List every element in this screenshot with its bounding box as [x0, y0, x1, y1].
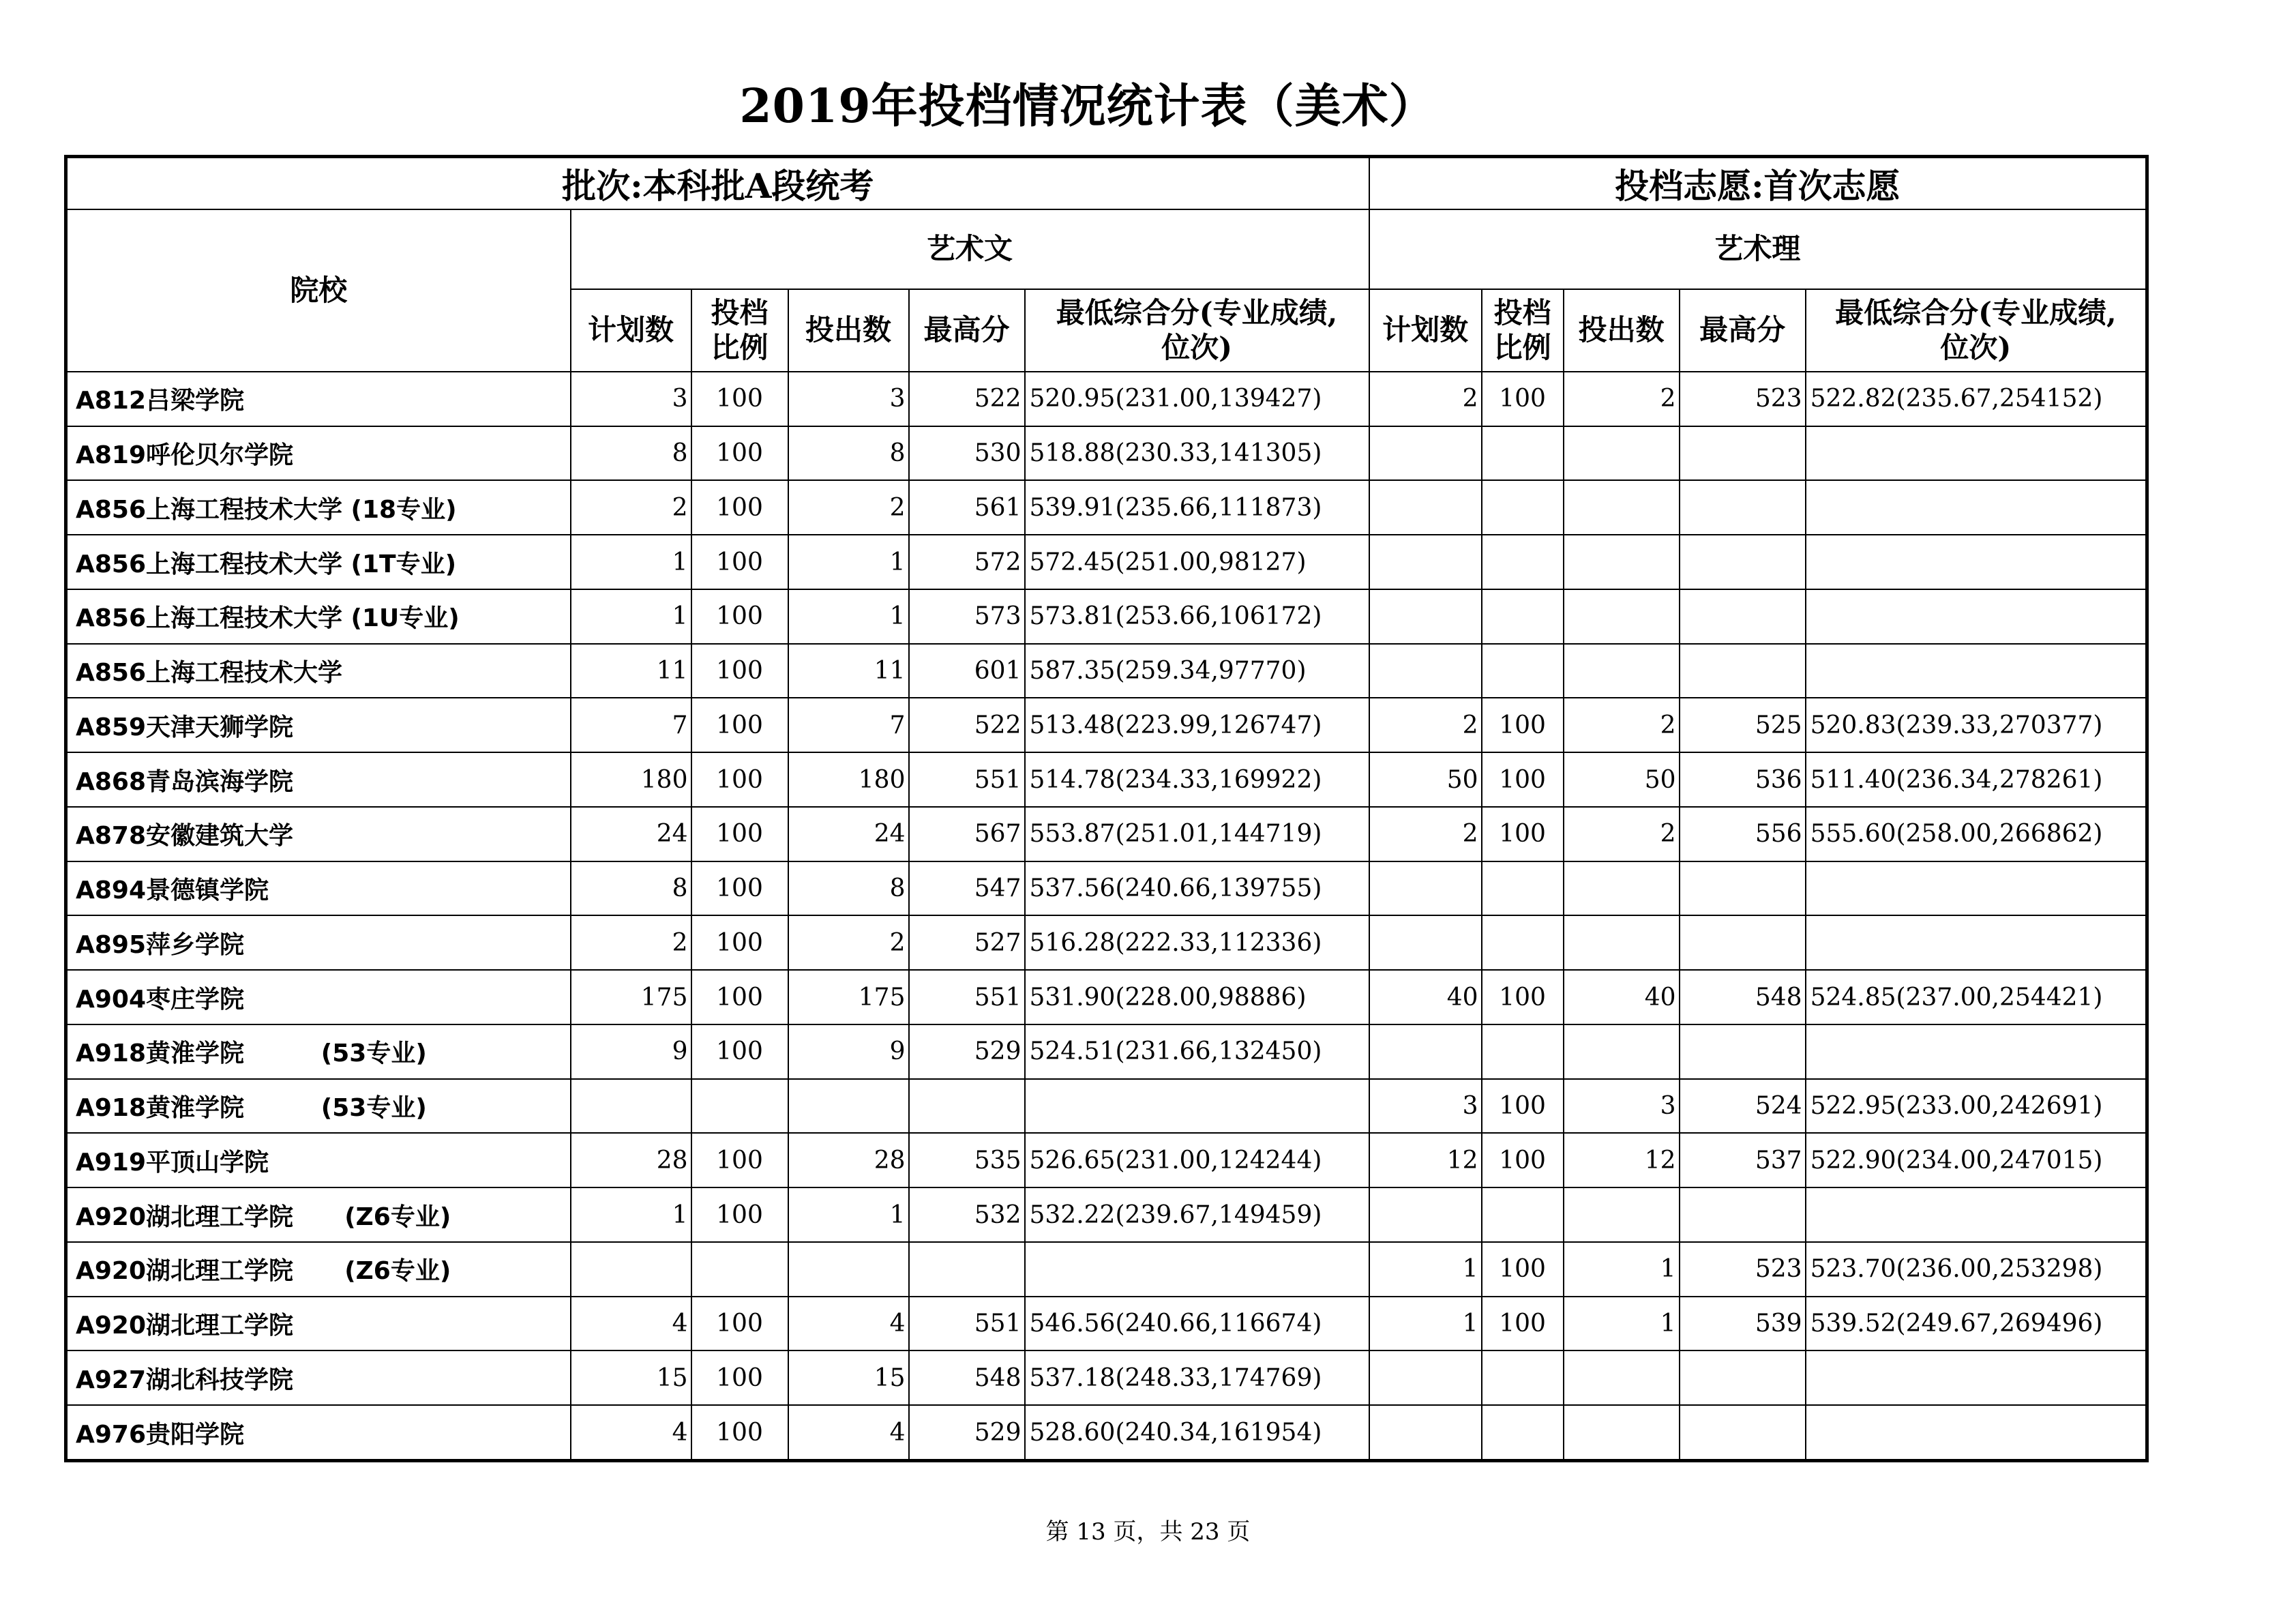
w-max-cell: 530 — [909, 426, 1025, 481]
w-min-cell: 532.22(239.67,149459) — [1025, 1187, 1369, 1242]
w-min-cell: 546.56(240.66,116674) — [1025, 1297, 1369, 1351]
w-min-cell: 573.81(253.66,106172) — [1025, 589, 1369, 644]
w-out-cell: 175 — [788, 970, 909, 1024]
school-name-cell: A920湖北理工学院 (Z6专业) — [66, 1242, 571, 1297]
w-ratio-cell: 100 — [691, 1024, 788, 1079]
l-plan-cell: 2 — [1369, 698, 1482, 752]
l-min-cell — [1806, 1187, 2147, 1242]
l-out-cell — [1564, 535, 1680, 589]
l-ratio-cell: 100 — [1482, 1079, 1564, 1134]
school-name-cell: A894景德镇学院 — [66, 861, 571, 916]
table-row — [66, 698, 2147, 752]
l-max-cell: 536 — [1680, 752, 1806, 807]
l-out-cell: 50 — [1564, 752, 1680, 807]
l-out-cell — [1564, 426, 1680, 481]
w-ratio-cell: 100 — [691, 970, 788, 1024]
w-ratio-cell: 100 — [691, 589, 788, 644]
l-ratio-cell — [1482, 1405, 1564, 1460]
school-header: 院校 — [66, 209, 571, 372]
wen-out-count-header: 投出数 — [788, 289, 909, 372]
w-ratio-cell: 100 — [691, 915, 788, 970]
w-min-cell: 528.60(240.34,161954) — [1025, 1405, 1369, 1460]
w-max-cell: 601 — [909, 644, 1025, 698]
l-max-cell — [1680, 535, 1806, 589]
table-row — [66, 644, 2147, 698]
w-out-cell: 1 — [788, 535, 909, 589]
page-title: 2019年投档情况统计表（美术） — [739, 79, 1436, 134]
w-plan-cell: 15 — [571, 1350, 691, 1405]
table-row — [66, 861, 2147, 916]
w-ratio-cell — [691, 1242, 788, 1297]
l-ratio-cell — [1482, 861, 1564, 916]
l-plan-cell: 1 — [1369, 1242, 1482, 1297]
w-min-cell: 513.48(223.99,126747) — [1025, 698, 1369, 752]
l-ratio-cell: 100 — [1482, 970, 1564, 1024]
l-plan-cell — [1369, 644, 1482, 698]
l-max-cell: 525 — [1680, 698, 1806, 752]
l-ratio-cell: 100 — [1482, 752, 1564, 807]
l-ratio-cell — [1482, 1024, 1564, 1079]
w-min-cell: 531.90(228.00,98886) — [1025, 970, 1369, 1024]
l-max-cell: 539 — [1680, 1297, 1806, 1351]
school-name-cell: A878安徽建筑大学 — [66, 807, 571, 861]
l-ratio-cell — [1482, 1350, 1564, 1405]
l-plan-cell: 50 — [1369, 752, 1482, 807]
w-min-cell: 524.51(231.66,132450) — [1025, 1024, 1369, 1079]
w-min-cell — [1025, 1079, 1369, 1134]
li-min-score-header: 最低综合分(专业成绩, 位次) — [1806, 289, 2147, 372]
w-max-cell: 522 — [909, 372, 1025, 426]
school-name-cell: A976贵阳学院 — [66, 1405, 571, 1460]
l-min-cell — [1806, 644, 2147, 698]
w-min-cell: 518.88(230.33,141305) — [1025, 426, 1369, 481]
l-out-cell — [1564, 1187, 1680, 1242]
school-name-cell: A856上海工程技术大学 (1U专业) — [66, 589, 571, 644]
school-name-cell: A812吕梁学院 — [66, 372, 571, 426]
l-ratio-cell — [1482, 644, 1564, 698]
w-ratio-cell: 100 — [691, 752, 788, 807]
l-min-cell — [1806, 535, 2147, 589]
l-min-cell — [1806, 1350, 2147, 1405]
w-plan-cell: 9 — [571, 1024, 691, 1079]
w-out-cell: 24 — [788, 807, 909, 861]
w-max-cell: 532 — [909, 1187, 1025, 1242]
w-out-cell: 4 — [788, 1405, 909, 1460]
l-max-cell — [1680, 915, 1806, 970]
l-max-cell — [1680, 644, 1806, 698]
table-row — [66, 1024, 2147, 1079]
table-row — [66, 1297, 2147, 1351]
l-max-cell: 523 — [1680, 1242, 1806, 1297]
w-plan-cell: 2 — [571, 480, 691, 535]
l-max-cell — [1680, 861, 1806, 916]
table-row — [66, 752, 2147, 807]
w-min-cell: 537.18(248.33,174769) — [1025, 1350, 1369, 1405]
w-plan-cell: 7 — [571, 698, 691, 752]
table-row — [66, 1133, 2147, 1187]
w-plan-cell: 4 — [571, 1297, 691, 1351]
l-max-cell — [1680, 589, 1806, 644]
l-plan-cell: 40 — [1369, 970, 1482, 1024]
w-max-cell: 529 — [909, 1405, 1025, 1460]
w-ratio-cell: 100 — [691, 480, 788, 535]
l-out-cell — [1564, 1405, 1680, 1460]
l-max-cell: 556 — [1680, 807, 1806, 861]
w-ratio-cell: 100 — [691, 807, 788, 861]
w-plan-cell: 8 — [571, 861, 691, 916]
l-out-cell — [1564, 1024, 1680, 1079]
w-ratio-cell: 100 — [691, 426, 788, 481]
w-max-cell: 572 — [909, 535, 1025, 589]
table-row — [66, 426, 2147, 481]
w-out-cell: 1 — [788, 589, 909, 644]
l-plan-cell: 1 — [1369, 1297, 1482, 1351]
school-name-cell: A895萍乡学院 — [66, 915, 571, 970]
l-min-cell — [1806, 915, 2147, 970]
w-out-cell: 8 — [788, 426, 909, 481]
w-plan-cell — [571, 1079, 691, 1134]
l-max-cell — [1680, 1024, 1806, 1079]
w-min-cell: 553.87(251.01,144719) — [1025, 807, 1369, 861]
w-max-cell: 567 — [909, 807, 1025, 861]
w-ratio-cell: 100 — [691, 1350, 788, 1405]
l-max-cell — [1680, 1350, 1806, 1405]
l-min-cell: 539.52(249.67,269496) — [1806, 1297, 2147, 1351]
w-ratio-cell: 100 — [691, 861, 788, 916]
school-name-cell: A920湖北理工学院 — [66, 1297, 571, 1351]
w-out-cell: 2 — [788, 480, 909, 535]
w-plan-cell: 1 — [571, 589, 691, 644]
w-out-cell: 28 — [788, 1133, 909, 1187]
table-row — [66, 1405, 2147, 1460]
l-out-cell: 12 — [1564, 1133, 1680, 1187]
l-min-cell — [1806, 426, 2147, 481]
l-min-cell — [1806, 1024, 2147, 1079]
l-plan-cell — [1369, 915, 1482, 970]
w-plan-cell: 180 — [571, 752, 691, 807]
l-plan-cell — [1369, 535, 1482, 589]
w-out-cell: 1 — [788, 1187, 909, 1242]
l-out-cell: 40 — [1564, 970, 1680, 1024]
school-name-cell: A819呼伦贝尔学院 — [66, 426, 571, 481]
school-name-cell: A919平顶山学院 — [66, 1133, 571, 1187]
wen-ratio-header: 投档 比例 — [691, 289, 788, 372]
w-max-cell: 548 — [909, 1350, 1025, 1405]
l-ratio-cell: 100 — [1482, 1133, 1564, 1187]
l-max-cell: 548 — [1680, 970, 1806, 1024]
l-out-cell — [1564, 1350, 1680, 1405]
l-ratio-cell — [1482, 589, 1564, 644]
w-max-cell: 551 — [909, 1297, 1025, 1351]
w-max-cell: 551 — [909, 970, 1025, 1024]
w-min-cell: 537.56(240.66,139755) — [1025, 861, 1369, 916]
l-plan-cell — [1369, 480, 1482, 535]
w-plan-cell: 11 — [571, 644, 691, 698]
w-plan-cell: 2 — [571, 915, 691, 970]
w-plan-cell: 1 — [571, 535, 691, 589]
group-header-li: 艺术理 — [1369, 209, 2147, 290]
l-ratio-cell — [1482, 426, 1564, 481]
school-name-cell: A927湖北科技学院 — [66, 1350, 571, 1405]
w-max-cell: 551 — [909, 752, 1025, 807]
l-plan-cell: 12 — [1369, 1133, 1482, 1187]
w-min-cell: 520.95(231.00,139427) — [1025, 372, 1369, 426]
w-out-cell — [788, 1242, 909, 1297]
school-name-cell: A856上海工程技术大学 (1T专业) — [66, 535, 571, 589]
w-ratio-cell — [691, 1079, 788, 1134]
wen-min-score-header: 最低综合分(专业成绩, 位次) — [1025, 289, 1369, 372]
l-max-cell — [1680, 426, 1806, 481]
table-row — [66, 915, 2147, 970]
l-out-cell: 2 — [1564, 698, 1680, 752]
w-ratio-cell: 100 — [691, 1297, 788, 1351]
w-ratio-cell: 100 — [691, 372, 788, 426]
w-plan-cell: 3 — [571, 372, 691, 426]
l-min-cell: 524.85(237.00,254421) — [1806, 970, 2147, 1024]
l-min-cell — [1806, 589, 2147, 644]
l-plan-cell — [1369, 426, 1482, 481]
l-out-cell: 1 — [1564, 1242, 1680, 1297]
table-row — [66, 589, 2147, 644]
l-min-cell: 555.60(258.00,266862) — [1806, 807, 2147, 861]
school-name-cell: A856上海工程技术大学 — [66, 644, 571, 698]
l-ratio-cell: 100 — [1482, 807, 1564, 861]
w-out-cell: 2 — [788, 915, 909, 970]
l-plan-cell: 3 — [1369, 1079, 1482, 1134]
w-min-cell: 514.78(234.33,169922) — [1025, 752, 1369, 807]
l-plan-cell — [1369, 1405, 1482, 1460]
w-out-cell: 180 — [788, 752, 909, 807]
l-max-cell: 537 — [1680, 1133, 1806, 1187]
w-ratio-cell: 100 — [691, 535, 788, 589]
l-min-cell: 522.95(233.00,242691) — [1806, 1079, 2147, 1134]
l-plan-cell — [1369, 1350, 1482, 1405]
li-max-score-header: 最高分 — [1680, 289, 1806, 372]
l-plan-cell: 2 — [1369, 807, 1482, 861]
li-ratio-header: 投档 比例 — [1482, 289, 1564, 372]
w-ratio-cell: 100 — [691, 1187, 788, 1242]
school-name-cell: A856上海工程技术大学 (18专业) — [66, 480, 571, 535]
w-plan-cell: 175 — [571, 970, 691, 1024]
l-max-cell — [1680, 1187, 1806, 1242]
wen-plan-count-header: 计划数 — [571, 289, 691, 372]
l-plan-cell — [1369, 1187, 1482, 1242]
w-out-cell: 3 — [788, 372, 909, 426]
table-row — [66, 970, 2147, 1024]
w-max-cell — [909, 1079, 1025, 1134]
l-out-cell: 2 — [1564, 807, 1680, 861]
l-out-cell — [1564, 915, 1680, 970]
l-ratio-cell: 100 — [1482, 1297, 1564, 1351]
w-max-cell: 527 — [909, 915, 1025, 970]
w-max-cell — [909, 1242, 1025, 1297]
l-out-cell — [1564, 644, 1680, 698]
school-name-cell: A859天津天狮学院 — [66, 698, 571, 752]
l-max-cell — [1680, 480, 1806, 535]
school-name-cell: A904枣庄学院 — [66, 970, 571, 1024]
w-plan-cell: 1 — [571, 1187, 691, 1242]
l-min-cell: 522.82(235.67,254152) — [1806, 372, 2147, 426]
w-out-cell: 7 — [788, 698, 909, 752]
l-min-cell: 522.90(234.00,247015) — [1806, 1133, 2147, 1187]
w-out-cell: 4 — [788, 1297, 909, 1351]
l-min-cell — [1806, 861, 2147, 916]
l-out-cell: 2 — [1564, 372, 1680, 426]
w-min-cell: 572.45(251.00,98127) — [1025, 535, 1369, 589]
l-plan-cell — [1369, 1024, 1482, 1079]
w-max-cell: 573 — [909, 589, 1025, 644]
l-out-cell — [1564, 480, 1680, 535]
table-row — [66, 1350, 2147, 1405]
w-ratio-cell: 100 — [691, 644, 788, 698]
volunteer-label: 投档志愿:首次志愿 — [1369, 157, 2147, 209]
w-plan-cell: 24 — [571, 807, 691, 861]
w-max-cell: 529 — [909, 1024, 1025, 1079]
w-plan-cell: 8 — [571, 426, 691, 481]
w-ratio-cell: 100 — [691, 1405, 788, 1460]
l-out-cell: 3 — [1564, 1079, 1680, 1134]
w-out-cell: 8 — [788, 861, 909, 916]
group-header-wen: 艺术文 — [571, 209, 1369, 290]
l-ratio-cell — [1482, 915, 1564, 970]
table-row — [66, 480, 2147, 535]
l-max-cell: 523 — [1680, 372, 1806, 426]
w-plan-cell: 4 — [571, 1405, 691, 1460]
w-max-cell: 561 — [909, 480, 1025, 535]
w-ratio-cell: 100 — [691, 1133, 788, 1187]
page-footer: 第 13 页，共 23 页 — [1045, 1518, 1251, 1546]
w-out-cell — [788, 1079, 909, 1134]
w-min-cell: 516.28(222.33,112336) — [1025, 915, 1369, 970]
w-min-cell: 587.35(259.34,97770) — [1025, 644, 1369, 698]
l-plan-cell — [1369, 589, 1482, 644]
w-min-cell — [1025, 1242, 1369, 1297]
l-ratio-cell: 100 — [1482, 1242, 1564, 1297]
l-min-cell: 511.40(236.34,278261) — [1806, 752, 2147, 807]
li-out-count-header: 投出数 — [1564, 289, 1680, 372]
admission-table — [64, 155, 2149, 1462]
w-max-cell: 547 — [909, 861, 1025, 916]
batch-label: 批次:本科批A段统考 — [66, 157, 1369, 209]
l-max-cell — [1680, 1405, 1806, 1460]
l-min-cell — [1806, 480, 2147, 535]
w-max-cell: 522 — [909, 698, 1025, 752]
l-ratio-cell: 100 — [1482, 372, 1564, 426]
l-plan-cell: 2 — [1369, 372, 1482, 426]
w-min-cell: 539.91(235.66,111873) — [1025, 480, 1369, 535]
table-row — [66, 1079, 2147, 1134]
l-ratio-cell: 100 — [1482, 698, 1564, 752]
w-min-cell: 526.65(231.00,124244) — [1025, 1133, 1369, 1187]
l-min-cell — [1806, 1405, 2147, 1460]
l-ratio-cell — [1482, 535, 1564, 589]
li-plan-count-header: 计划数 — [1369, 289, 1482, 372]
wen-max-score-header: 最高分 — [909, 289, 1025, 372]
l-min-cell: 523.70(236.00,253298) — [1806, 1242, 2147, 1297]
l-plan-cell — [1369, 861, 1482, 916]
w-plan-cell — [571, 1242, 691, 1297]
l-out-cell: 1 — [1564, 1297, 1680, 1351]
w-ratio-cell: 100 — [691, 698, 788, 752]
table-row — [66, 372, 2147, 426]
l-ratio-cell — [1482, 1187, 1564, 1242]
school-name-cell: A920湖北理工学院 (Z6专业) — [66, 1187, 571, 1242]
l-max-cell: 524 — [1680, 1079, 1806, 1134]
table-row — [66, 1187, 2147, 1242]
school-name-cell: A918黄淮学院 (53专业) — [66, 1024, 571, 1079]
l-out-cell — [1564, 861, 1680, 916]
l-min-cell: 520.83(239.33,270377) — [1806, 698, 2147, 752]
w-plan-cell: 28 — [571, 1133, 691, 1187]
w-out-cell: 11 — [788, 644, 909, 698]
w-out-cell: 15 — [788, 1350, 909, 1405]
w-out-cell: 9 — [788, 1024, 909, 1079]
school-name-cell: A918黄淮学院 (53专业) — [66, 1079, 571, 1134]
l-out-cell — [1564, 589, 1680, 644]
school-name-cell: A868青岛滨海学院 — [66, 752, 571, 807]
l-ratio-cell — [1482, 480, 1564, 535]
table-row — [66, 807, 2147, 861]
table-row — [66, 1242, 2147, 1297]
table-row — [66, 535, 2147, 589]
w-max-cell: 535 — [909, 1133, 1025, 1187]
